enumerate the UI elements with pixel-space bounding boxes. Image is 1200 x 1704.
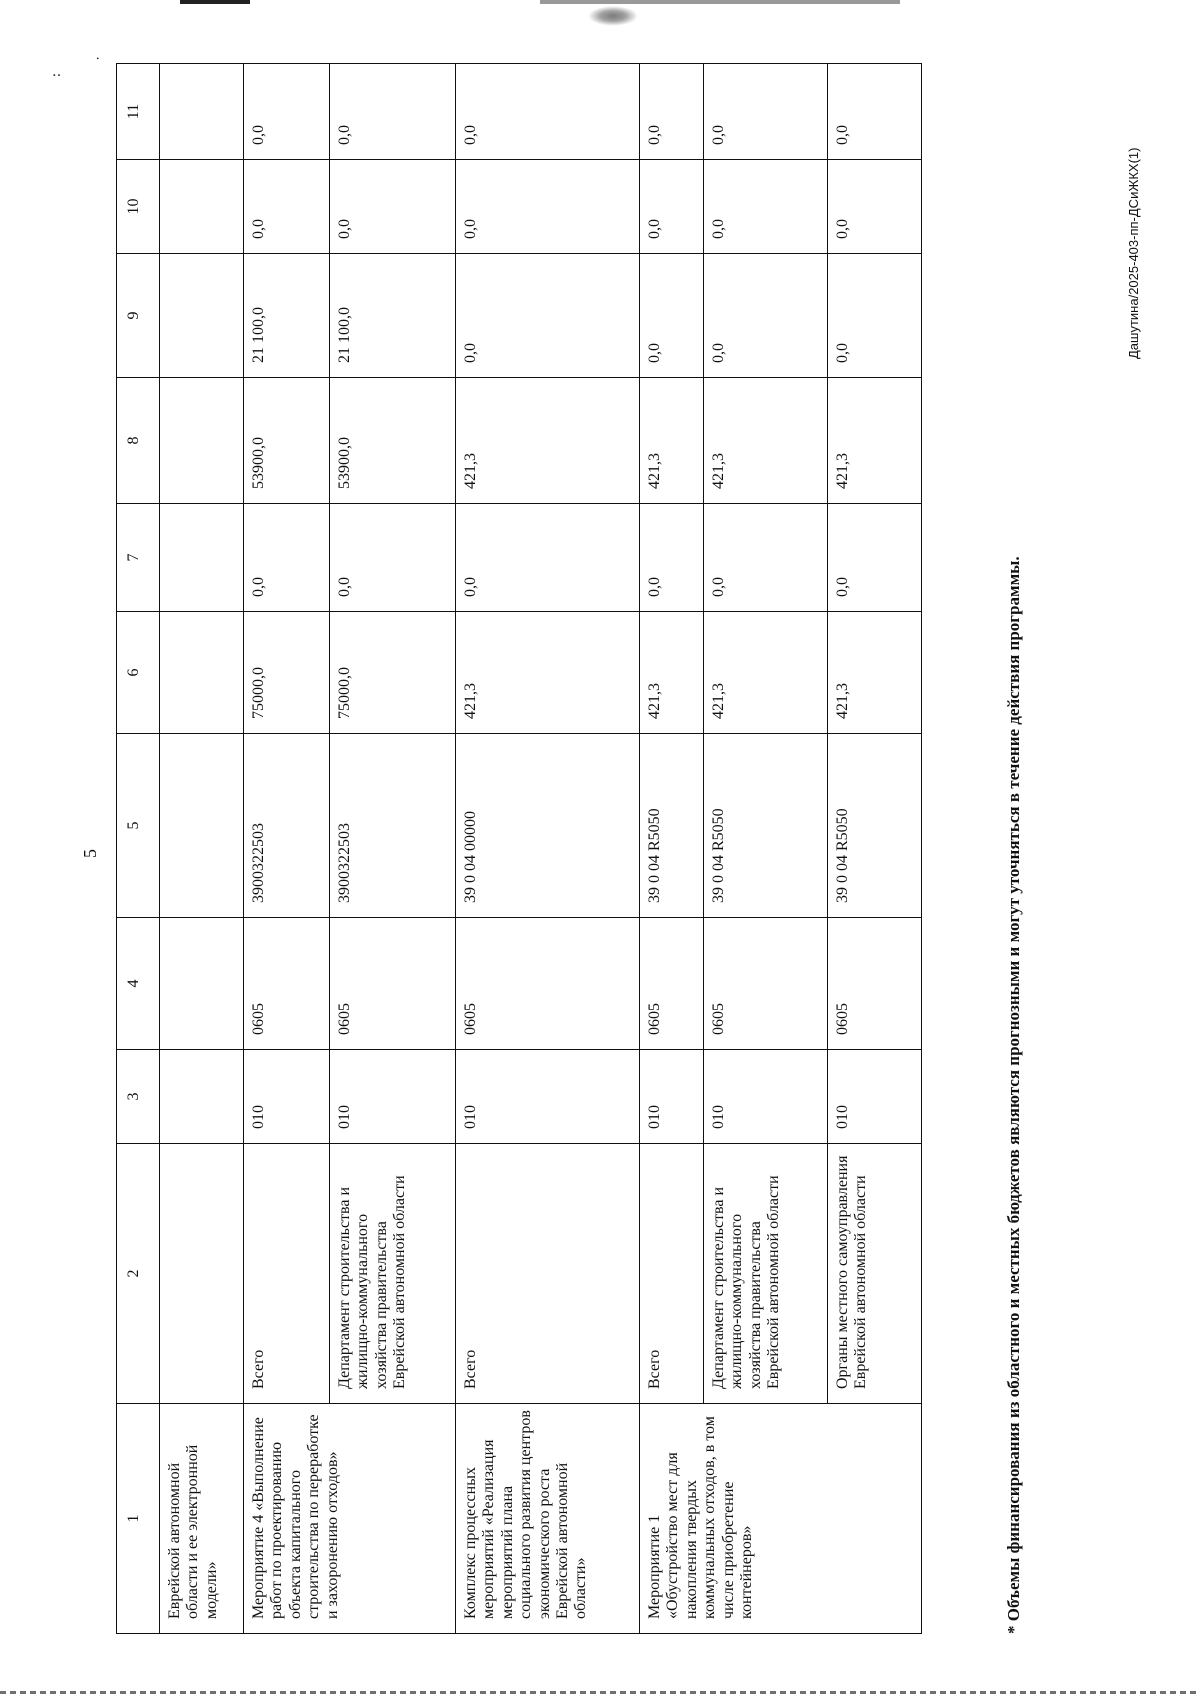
amount-cell: 0,0 bbox=[828, 504, 922, 612]
amount-cell: 421,3 bbox=[640, 612, 704, 734]
target-code-cell: 3900322503 bbox=[244, 734, 330, 918]
amount-cell bbox=[160, 254, 244, 378]
amount-cell bbox=[160, 612, 244, 734]
gp-code-cell bbox=[160, 1050, 244, 1144]
table-row bbox=[160, 64, 244, 1634]
header-cell: 9 bbox=[117, 254, 160, 378]
amount-cell bbox=[160, 378, 244, 504]
header-cell: 11 bbox=[117, 64, 160, 160]
amount-cell: 0,0 bbox=[456, 64, 640, 160]
program-name-cell: Мероприятие 1 «Обустройство мест для накопления твердых коммунальных отходов, в том числе приобретение контейнеров» bbox=[640, 1404, 922, 1634]
amount-cell: 421,3 bbox=[704, 612, 828, 734]
amount-cell: 0,0 bbox=[456, 254, 640, 378]
section-code-cell: 0605 bbox=[828, 918, 922, 1050]
target-code-cell: 39 0 04 R5050 bbox=[828, 734, 922, 918]
executor-cell: Департамент строительства и жилищно-коммунального хозяйства правительства Еврейской автономной области bbox=[330, 1144, 456, 1404]
amount-cell: 0,0 bbox=[330, 504, 456, 612]
amount-cell: 0,0 bbox=[456, 504, 640, 612]
document-id: Дашутина/2025-403-пп-ДСиЖКХ(1) bbox=[1126, 147, 1141, 359]
target-code-cell bbox=[160, 734, 244, 918]
section-code-cell: 0605 bbox=[704, 918, 828, 1050]
header-row bbox=[117, 64, 160, 1634]
executor-cell bbox=[160, 1144, 244, 1404]
gp-code-cell: 010 bbox=[244, 1050, 330, 1144]
executor-cell: Органы местного самоуправления Еврейской автономной области bbox=[828, 1144, 922, 1404]
header-cell: 2 bbox=[117, 1144, 160, 1404]
section-code-cell: 0605 bbox=[456, 918, 640, 1050]
table-row bbox=[828, 64, 922, 1634]
gp-code-cell: 010 bbox=[330, 1050, 456, 1144]
amount-cell: 0,0 bbox=[244, 64, 330, 160]
scan-speck: ∙ bbox=[96, 52, 100, 67]
table-row bbox=[704, 64, 828, 1634]
header-cell: 3 bbox=[117, 1050, 160, 1144]
target-code-cell: 39 0 04 R5050 bbox=[704, 734, 828, 918]
amount-cell bbox=[160, 64, 244, 160]
section-code-cell: 0605 bbox=[330, 918, 456, 1050]
financing-table bbox=[116, 63, 922, 1634]
amount-cell: 0,0 bbox=[704, 254, 828, 378]
amount-cell: 21 100,0 bbox=[330, 254, 456, 378]
amount-cell: 75000,0 bbox=[244, 612, 330, 734]
amount-cell: 0,0 bbox=[704, 64, 828, 160]
executor-cell: Всего bbox=[640, 1144, 704, 1404]
header-cell: 10 bbox=[117, 160, 160, 254]
amount-cell: 0,0 bbox=[244, 160, 330, 254]
section-code-cell: 0605 bbox=[640, 918, 704, 1050]
header-cell: 6 bbox=[117, 612, 160, 734]
target-code-cell: 39 0 04 00000 bbox=[456, 734, 640, 918]
amount-cell: 0,0 bbox=[640, 160, 704, 254]
amount-cell: 0,0 bbox=[456, 160, 640, 254]
gp-code-cell: 010 bbox=[640, 1050, 704, 1144]
amount-cell: 0,0 bbox=[828, 160, 922, 254]
amount-cell: 0,0 bbox=[330, 64, 456, 160]
executor-cell: Департамент строительства и жилищно-коммунального хозяйства правительства Еврейской автономной области bbox=[704, 1144, 828, 1404]
amount-cell: 0,0 bbox=[828, 64, 922, 160]
amount-cell: 421,3 bbox=[704, 378, 828, 504]
section-code-cell bbox=[160, 918, 244, 1050]
amount-cell: 421,3 bbox=[456, 612, 640, 734]
amount-cell: 0,0 bbox=[828, 254, 922, 378]
gp-code-cell: 010 bbox=[704, 1050, 828, 1144]
amount-cell: 0,0 bbox=[640, 64, 704, 160]
table-row bbox=[330, 64, 456, 1634]
amount-cell: 53900,0 bbox=[244, 378, 330, 504]
amount-cell: 421,3 bbox=[456, 378, 640, 504]
amount-cell: 421,3 bbox=[828, 378, 922, 504]
program-name-cell: Мероприятие 4 «Выполнение работ по проектированию объекта капитального строительства по переработке и захоронению отходов» bbox=[244, 1404, 456, 1634]
executor-cell: Всего bbox=[244, 1144, 330, 1404]
amount-cell bbox=[160, 504, 244, 612]
amount-cell: 0,0 bbox=[640, 504, 704, 612]
amount-cell: 0,0 bbox=[244, 504, 330, 612]
header-cell: 5 bbox=[117, 734, 160, 918]
amount-cell: 53900,0 bbox=[330, 378, 456, 504]
table-row bbox=[456, 64, 640, 1634]
header-cell: 7 bbox=[117, 504, 160, 612]
amount-cell bbox=[160, 160, 244, 254]
program-name-cell: Еврейской автономной области и ее электронной модели» bbox=[160, 1404, 244, 1634]
scan-speck: ‥ bbox=[52, 65, 62, 80]
footnote: * Объемы финансирования из областного и местных бюджетов являются прогнозными и могут уточняться в течение действия программы. bbox=[1004, 556, 1023, 1634]
target-code-cell: 39 0 04 R5050 bbox=[640, 734, 704, 918]
header-cell: 1 bbox=[117, 1404, 160, 1634]
program-name-cell: Комплекс процессных мероприятий «Реализация мероприятий плана социального развития центров экономического роста Еврейской автономной области» bbox=[456, 1404, 640, 1634]
amount-cell: 0,0 bbox=[704, 504, 828, 612]
amount-cell: 0,0 bbox=[640, 254, 704, 378]
amount-cell: 421,3 bbox=[640, 378, 704, 504]
header-cell: 4 bbox=[117, 918, 160, 1050]
page-number: 5 bbox=[80, 849, 100, 858]
table-row bbox=[244, 64, 330, 1634]
amount-cell: 21 100,0 bbox=[244, 254, 330, 378]
header-cell: 8 bbox=[117, 378, 160, 504]
amount-cell: 421,3 bbox=[828, 612, 922, 734]
table-row bbox=[640, 64, 704, 1634]
amount-cell: 0,0 bbox=[330, 160, 456, 254]
gp-code-cell: 010 bbox=[456, 1050, 640, 1144]
section-code-cell: 0605 bbox=[244, 918, 330, 1050]
amount-cell: 75000,0 bbox=[330, 612, 456, 734]
gp-code-cell: 010 bbox=[828, 1050, 922, 1144]
target-code-cell: 3900322503 bbox=[330, 734, 456, 918]
executor-cell: Всего bbox=[456, 1144, 640, 1404]
amount-cell: 0,0 bbox=[704, 160, 828, 254]
